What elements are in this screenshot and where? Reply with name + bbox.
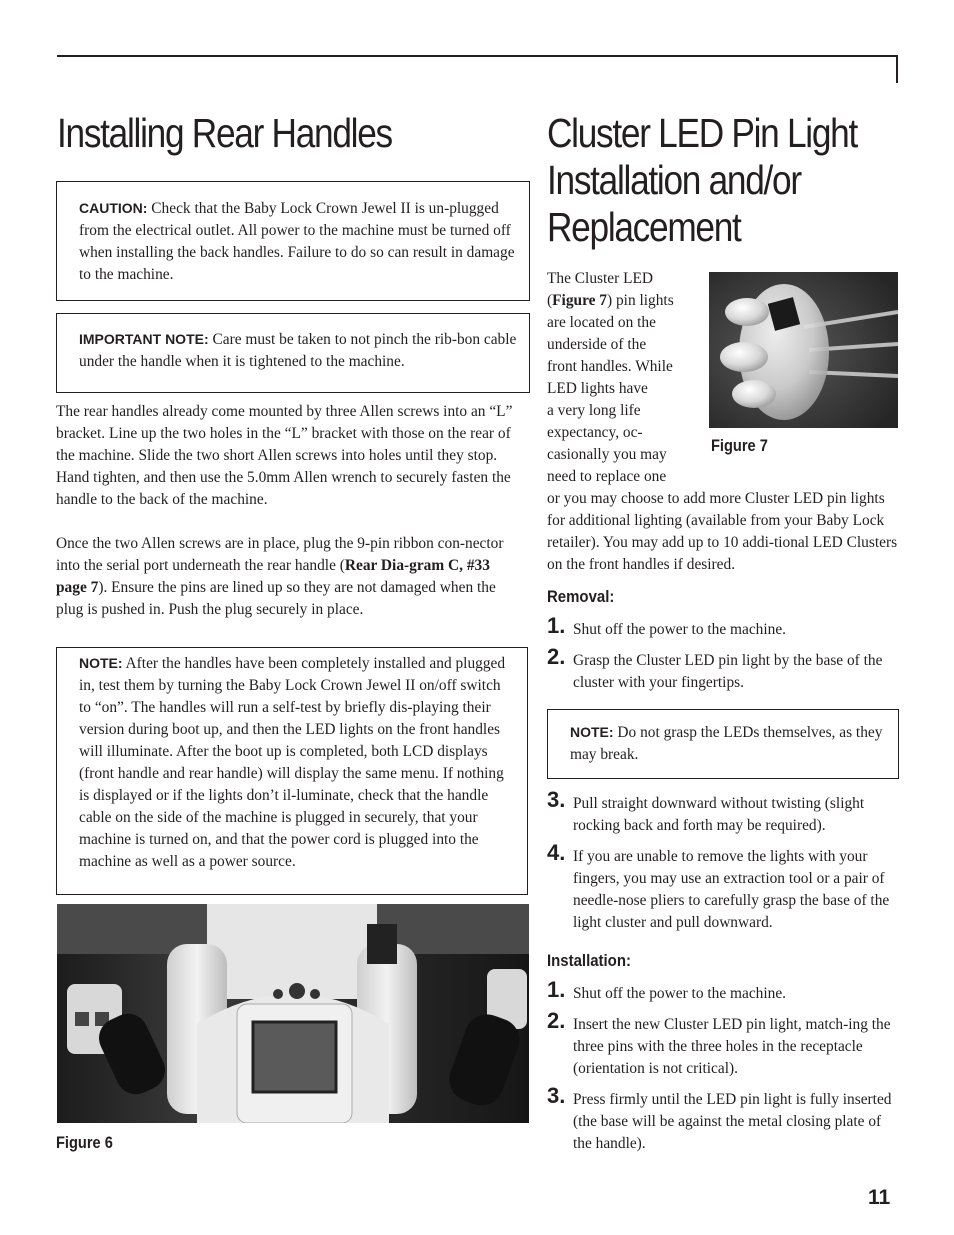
step-number: 3. — [547, 787, 566, 812]
figure-6-caption: Figure 6 — [56, 1133, 113, 1152]
rear-diagram-reference: Rear Dia-gram C, #33 page 7 — [56, 557, 490, 596]
step-text: Press firmly until the LED pin light is fully inserted (the base will be against the metal closing plate of the handle). — [573, 1091, 892, 1152]
intro-line: need to replace one — [547, 468, 667, 485]
cluster-led-photo-illustration — [709, 272, 898, 428]
important-note-text: Care must be taken to not pinch the rib-bon cable under the handle when it is tightened to the machine. — [79, 331, 517, 370]
step-text: Grasp the Cluster LED pin light by the base of the cluster with your fingertips. — [573, 652, 883, 691]
note-text: After the handles have been completely installed and plugged in, test them by turning the Baby Lock Crown Jewel II on/off switch to “on”. The handles will run a self-test by briefly dis-playing their version during boot up, and then the LED lights on the front handles will illuminate. After the boot up is completed, both LCD displays (front handle and rear handle) will display the same menu. If nothing is displayed or if the lights don’t il-luminate, check that the handle cable on the side of the machine is plugged in securely, that your machine is turned on, and that the power cord is plugged into the machine as well as a power source. — [79, 655, 506, 870]
removal-heading: Removal: — [547, 587, 615, 606]
top-rule-corner — [896, 55, 898, 83]
step-text: Shut off the power to the machine. — [573, 621, 786, 638]
intro-line: a very long life — [547, 402, 641, 419]
important-note-box — [56, 313, 530, 393]
page-title-rear-handles: Installing Rear Handles — [57, 110, 392, 156]
intro-line: The Cluster LED — [547, 270, 653, 287]
figure-7-caption: Figure 7 — [711, 436, 768, 455]
step-number: 2. — [547, 644, 566, 669]
note-box — [56, 647, 528, 895]
section-title-line-2: Installation and/or — [547, 157, 801, 203]
caution-box — [56, 181, 530, 301]
intro-line: underside of the — [547, 336, 647, 353]
intro-line — [547, 290, 707, 312]
intro-line: are located on the — [547, 314, 656, 331]
removal-note-text: Do not grasp the LEDs themselves, as they may break. — [570, 724, 883, 763]
figure-6-photo — [57, 904, 529, 1123]
intro-line: expectancy, oc- — [547, 424, 643, 441]
step-number: 4. — [547, 840, 566, 865]
rear-handles-paragraph-2 — [56, 533, 514, 621]
figure-7-photo — [709, 272, 898, 428]
intro-line-text: ) pin lights — [607, 292, 674, 309]
para2-text-b: ). Ensure the pins are lined up so they are not damaged when the plug is pushed in. Push the plug securely in place. — [56, 579, 496, 618]
installation-heading: Installation: — [547, 951, 631, 970]
cluster-led-intro-continued: or you may choose to add more Cluster LED pin lights for additional lighting (available from your Baby Lock retailer). You may add up to 10 addi-tional LED Clusters on the front handles if desired. — [547, 490, 898, 573]
section-title-line-1: Cluster LED Pin Light — [547, 110, 858, 156]
removal-note-box — [547, 709, 899, 779]
step-number: 2. — [547, 1008, 566, 1033]
important-note-label: IMPORTANT NOTE: — [79, 331, 209, 347]
caution-label: CAUTION: — [79, 200, 148, 216]
note-label: NOTE: — [79, 655, 123, 671]
intro-line: front handles. While — [547, 358, 673, 375]
intro-paren: ( — [547, 292, 553, 309]
rear-handle-photo-illustration — [57, 904, 529, 1123]
caution-text: Check that the Baby Lock Crown Jewel II is un-plugged from the electrical outlet. All power to the machine must be turned off when installing the back handles. Failure to do so can result in damage to the machine. — [79, 200, 515, 283]
step-number: 3. — [547, 1083, 566, 1108]
page-number: 11 — [868, 1186, 891, 1209]
step-text: If you are unable to remove the lights with your fingers, you may use an extraction tool or a pair of needle-nose pliers to carefully grasp the base of the light cluster and pull downward. — [573, 848, 890, 931]
figure-7-reference: Figure 7 — [552, 292, 607, 309]
rear-handles-paragraph-1: The rear handles already come mounted by three Allen screws into an “L” bracket. Line up the two holes in the “L” bracket with those on the rear of the machine. Slide the two short Allen screws into holes until they stop. Hand tighten, and then use the 5.0mm Allen wrench to securely fasten the handle to the back of the machine. — [56, 403, 513, 508]
intro-line: casionally you may — [547, 446, 667, 463]
step-number: 1. — [547, 977, 566, 1002]
cluster-led-intro-wrapped — [547, 268, 707, 488]
section-title-line-3: Replacement — [547, 204, 741, 250]
step-text: Insert the new Cluster LED pin light, match-ing the three pins with the three holes in the receptacle (orientation is not critical). — [573, 1016, 891, 1077]
step-text: Pull straight downward without twisting (slight rocking back and forth may be required). — [573, 795, 865, 834]
top-rule — [57, 55, 898, 57]
step-text: Shut off the power to the machine. — [573, 985, 786, 1002]
para2-text-a: Once the two Allen screws are in place, plug the 9-pin ribbon con-nector into the serial port underneath the rear handle ( — [56, 535, 504, 574]
step-number: 1. — [547, 613, 566, 638]
removal-note-label: NOTE: — [570, 724, 614, 740]
intro-line: LED lights have — [547, 380, 648, 397]
